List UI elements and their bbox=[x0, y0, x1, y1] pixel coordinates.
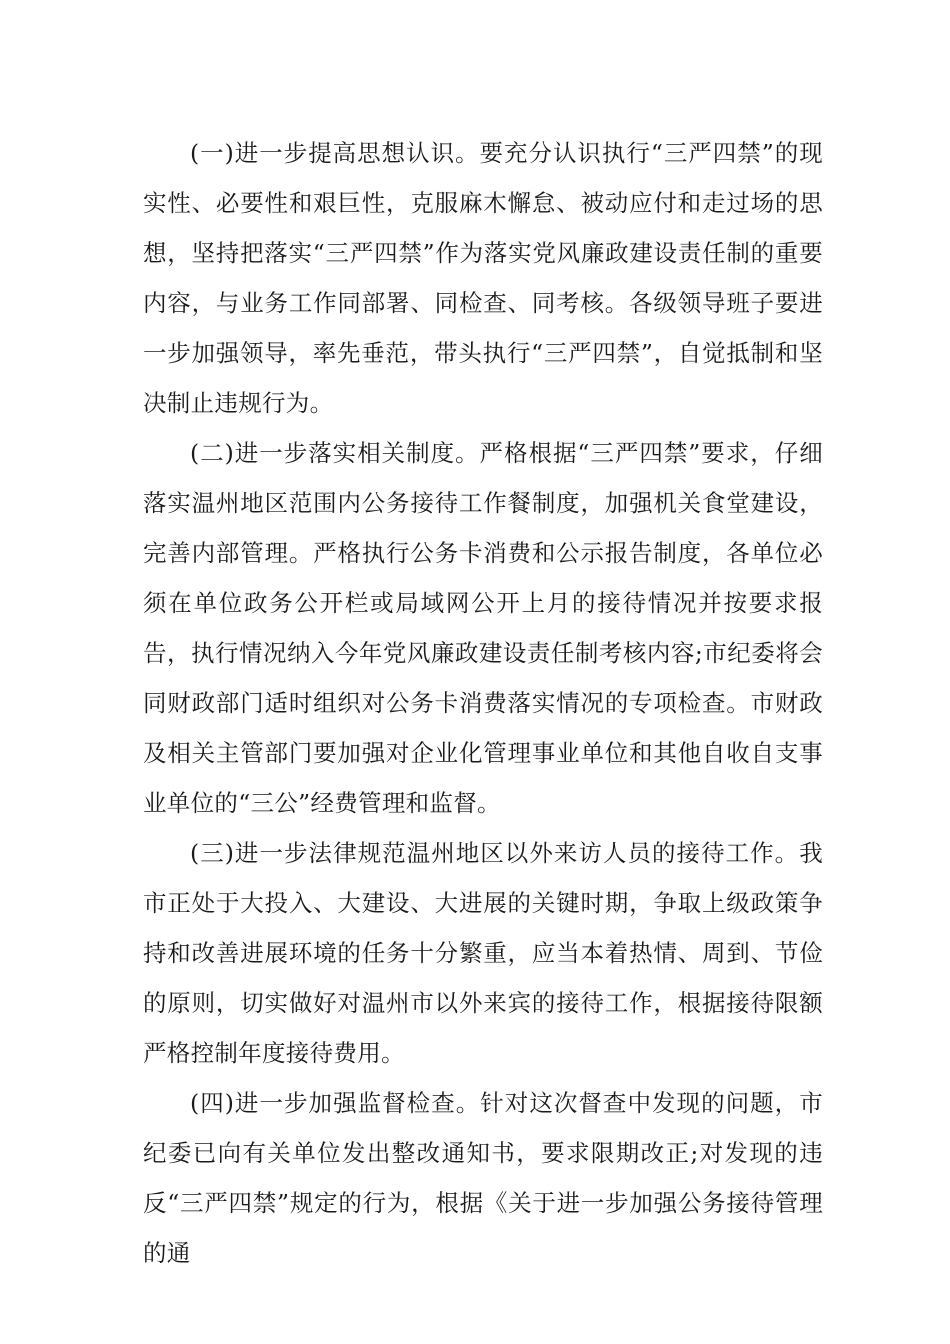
paragraph-4: (四)进一步加强监督检查。针对这次督查中发现的问题，市纪委已向有关单位发出整改通知书，要求限期改正;对发现的违反“三严四禁”规定的行为，根据《关于进一步加强公务接待管理的通 bbox=[143, 1089, 823, 1267]
paragraph-2: (二)进一步落实相关制度。严格根据“三严四禁”要求，仔细落实温州地区范围内公务接待工作餐制度，加强机关食堂建设，完善内部管理。严格执行公务卡消费和公示报告制度，各单位必须在单位政务公开栏或局域网公开上月的接待情况并按要求报告，执行情况纳入今年党风廉政建设责任制考核内容;市纪委将会同财政部门适时组织对公务卡消费落实情况的专项检查。市财政及相关主管部门要加强对企业化管理事业单位和其他自收自支事业单位的“三公”经费管理和监督。 bbox=[143, 439, 823, 817]
document-body bbox=[143, 128, 823, 1278]
paragraph-3: (三)进一步法律规范温州地区以外来访人员的接待工作。我市正处于大投入、大建设、大进展的关键时期，争取上级政策争持和改善进展环境的任务十分繁重，应当本着热情、周到、节俭的原则，切实做好对温州市以外来宾的接待工作，根据接待限额严格控制年度接待费用。 bbox=[143, 839, 823, 1067]
paragraph-1: (一)进一步提高思想认识。要充分认识执行“三严四禁”的现实性、必要性和艰巨性，克服麻木懈怠、被动应付和走过场的思想，坚持把落实“三严四禁”作为落实党风廉政建设责任制的重要内容，与业务工作同部署、同检查、同考核。各级领导班子要进一步加强领导，率先垂范，带头执行“三严四禁”，自觉抵制和坚决制止违规行为。 bbox=[143, 139, 823, 417]
